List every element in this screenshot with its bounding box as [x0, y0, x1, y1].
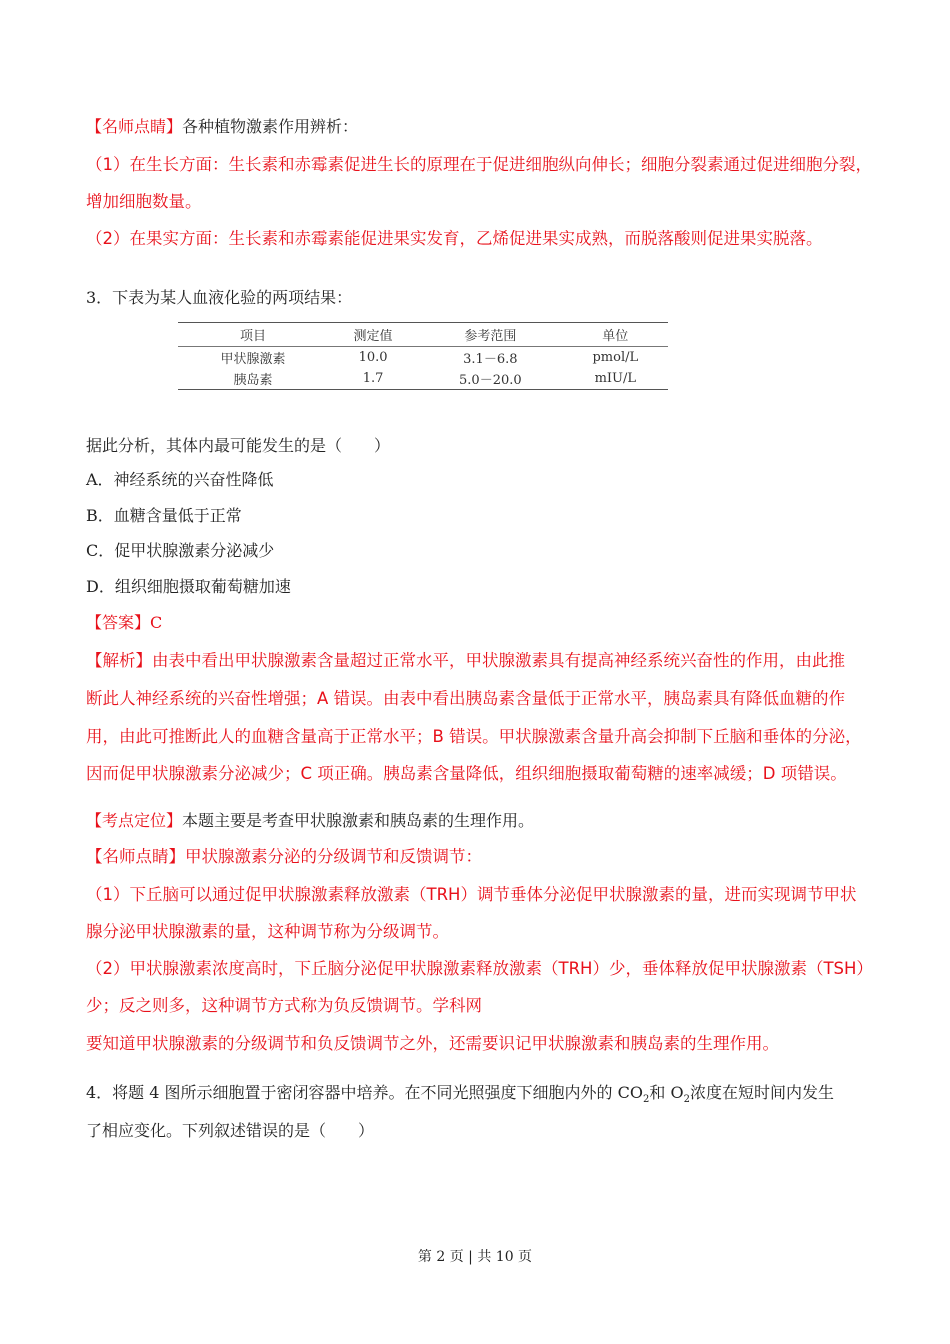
tip-label: 【名师点睛】 [86, 117, 183, 136]
subscript: 2 [642, 1094, 650, 1106]
tip1-line: （2）在果实方面：生长素和赤霉素能促进果实发育，乙烯促进果实成熟，而脱落酸则促进果实脱落。 [86, 229, 823, 248]
option-a: A．神经系统的兴奋性降低 [86, 470, 274, 489]
th: 测定值 [328, 323, 418, 347]
q4-text: 4．将题 4 图所示细胞置于密闭容器中培养。在不同光照强度下细胞内外的 CO [86, 1083, 643, 1102]
tip1-heading [86, 117, 358, 137]
analysis-line: 用，由此可推断此人的血糖含量高于正常水平；B 错误。甲状腺激素含量升高会抑制下丘脑和垂体的分泌， [86, 727, 862, 746]
td: 胰岛素 [233, 373, 273, 388]
answer-value: C [150, 613, 163, 632]
page-footer: 第 2 页 | 共 10 页 [417, 1249, 533, 1265]
td: 5.0－20.0 [459, 373, 522, 388]
table-row [178, 368, 668, 390]
tip-line: 少；反之则多，这种调节方式称为负反馈调节。学科网 [86, 996, 482, 1015]
tip1-line: （1）在生长方面：生长素和赤霉素促进生长的原理在于促进细胞纵向伸长；细胞分裂素通过促进细胞分裂， [86, 155, 872, 174]
option-c: C．促甲状腺激素分泌减少 [86, 541, 275, 560]
tip-line: 要知道甲状腺激素的分级调节和负反馈调节之外，还需要识记甲状腺激素和胰岛素的生理作用。 [86, 1034, 779, 1053]
q4-stem [86, 1083, 834, 1110]
td: pmol/L [592, 350, 639, 365]
point [86, 811, 534, 831]
tip-line: （1）下丘脑可以通过促甲状腺激素释放激素（TRH）调节垂体分泌促甲状腺激素的量，进而实现调节甲状 [86, 885, 857, 904]
analysis-line: 因而促甲状腺激素分泌减少；C 项正确。胰岛素含量降低，组织细胞摄取葡萄糖的速率减缓；D 项错误。 [86, 764, 847, 783]
point-text: 本题主要是考查甲状腺激素和胰岛素的生理作用。 [182, 811, 535, 830]
tip-line: 腺分泌甲状腺激素的量，这种调节称为分级调节。 [86, 922, 449, 941]
subscript: 2 [683, 1094, 690, 1106]
td: 1.7 [362, 371, 384, 386]
tip-title: 各种植物激素作用辨析： [182, 117, 359, 136]
q4-text: 和 O [649, 1083, 684, 1102]
q3-stem: 3．下表为某人血液化验的两项结果： [86, 288, 353, 307]
table-row [178, 347, 668, 369]
q3-question: 据此分析，其体内最可能发生的是（ ） [86, 436, 391, 455]
th: 参考范围 [418, 323, 563, 347]
point-label: 【考点定位】 [86, 811, 183, 830]
td: 10.0 [358, 350, 388, 365]
td: 3.1－6.8 [463, 352, 518, 367]
q4-text: 浓度在短时间内发生 [689, 1083, 834, 1102]
analysis-line: 断此人神经系统的兴奋性增强；A 错误。由表中看出胰岛素含量低于正常水平，胰岛素具有降低血糖的作 [86, 689, 846, 708]
th: 项目 [178, 323, 328, 347]
analysis-line: 【解析】由表中看出甲状腺激素含量超过正常水平，甲状腺激素具有提高神经系统兴奋性的作用，由此推 [86, 651, 845, 670]
answer-label: 【答案】 [86, 613, 151, 632]
th: 单位 [563, 323, 668, 347]
tip-line: 【名师点睛】甲状腺激素分泌的分级调节和反馈调节： [86, 847, 482, 866]
option-b: B．血糖含量低于正常 [86, 506, 242, 525]
tip-line: （2）甲状腺激素浓度高时，下丘脑分泌促甲状腺激素释放激素（TRH）少，垂体释放促甲状腺激素（TSH） [86, 959, 873, 978]
tip1-line: 增加细胞数量。 [86, 192, 202, 211]
td: mIU/L [594, 371, 637, 386]
option-d: D．组织细胞摄取葡萄糖加速 [86, 577, 291, 596]
answer [86, 613, 162, 633]
td: 甲状腺激素 [220, 352, 286, 367]
q4-stem-line2: 了相应变化。下列叙述错误的是（ ） [86, 1121, 375, 1140]
blood-test-table [178, 322, 668, 390]
